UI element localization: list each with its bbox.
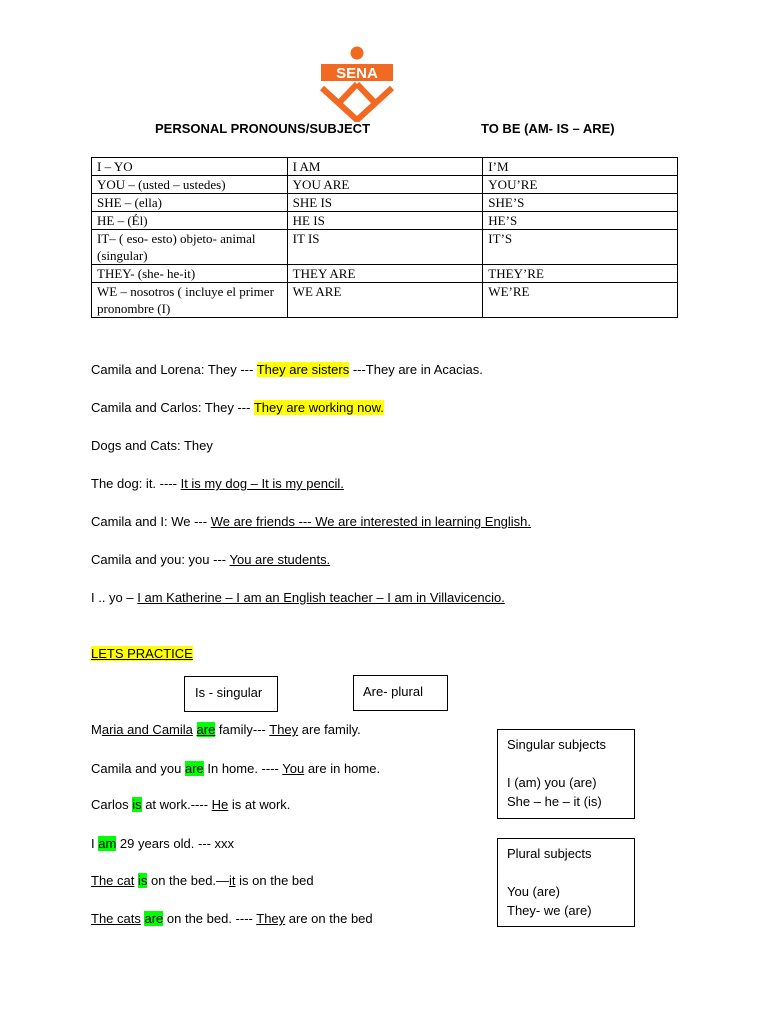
practice-sentence bbox=[91, 761, 380, 777]
highlighted-sentence: They are working now. bbox=[253, 400, 384, 415]
verb-highlight: are bbox=[184, 761, 204, 776]
table-cell: WE ARE bbox=[287, 283, 483, 318]
example-tail: ---They are in Acacias. bbox=[349, 362, 483, 377]
plural-box-line: They- we (are) bbox=[507, 903, 592, 918]
plural-box-line: You (are) bbox=[507, 884, 560, 899]
example-line bbox=[91, 590, 505, 606]
singular-subjects-box bbox=[497, 729, 635, 819]
table-cell: YOU – (usted – ustedes) bbox=[92, 176, 288, 194]
sentence-part: are in home. bbox=[304, 761, 381, 776]
sentence-subject: The cat bbox=[91, 873, 135, 888]
example-line bbox=[91, 400, 384, 416]
example-subject: Camila and Lorena: They --- bbox=[91, 362, 257, 377]
table-row bbox=[92, 283, 678, 318]
sentence-subject: aria and Camila bbox=[101, 722, 193, 737]
example-line bbox=[91, 476, 344, 492]
table-row bbox=[92, 158, 678, 176]
pronoun-answer: He bbox=[211, 797, 229, 812]
sentence-part: I bbox=[91, 836, 99, 851]
table-cell: I – YO bbox=[92, 158, 288, 176]
practice-title-line bbox=[91, 646, 193, 662]
box-singular-label: Is - singular bbox=[195, 685, 263, 700]
table-cell: WE’RE bbox=[483, 283, 678, 318]
logo-text: SENA bbox=[336, 65, 378, 82]
plural-subjects-box bbox=[497, 838, 635, 927]
example-subject: I .. yo – bbox=[91, 590, 138, 605]
verb-highlight: am bbox=[98, 836, 117, 851]
table-cell: HE IS bbox=[287, 212, 483, 230]
table-cell: YOU ARE bbox=[287, 176, 483, 194]
practice-sentence bbox=[91, 836, 234, 852]
table-cell: IT’S bbox=[483, 230, 678, 265]
table-cell: THEY ARE bbox=[287, 265, 483, 283]
table-cell: WE – nosotros ( incluye el primer pronombre (I) bbox=[92, 283, 288, 318]
verb-highlight: are bbox=[144, 911, 164, 926]
practice-sentence bbox=[91, 911, 373, 927]
underlined-sentence: It is my dog – It is my pencil. bbox=[180, 476, 344, 491]
table-cell: I AM bbox=[287, 158, 483, 176]
sena-logo bbox=[318, 44, 396, 122]
sentence-part: family--- bbox=[215, 722, 270, 737]
box-singular bbox=[184, 676, 278, 712]
sentence-part: at work.---- bbox=[141, 797, 212, 812]
table-cell: I’M bbox=[483, 158, 678, 176]
pronoun-answer: You bbox=[282, 761, 305, 776]
pronoun-table bbox=[91, 157, 678, 318]
box-plural-label: Are- plural bbox=[363, 684, 423, 699]
practice-sentence bbox=[91, 797, 290, 813]
sentence-part: on the bed.— bbox=[147, 873, 230, 888]
table-cell: IT– ( eso- esto) objeto- animal (singular) bbox=[92, 230, 288, 265]
example-subject: Camila and you: you --- bbox=[91, 552, 230, 567]
singular-box-title: Singular subjects bbox=[507, 737, 606, 752]
verb-highlight: are bbox=[196, 722, 216, 737]
pronoun-answer: They bbox=[269, 722, 299, 737]
example-subject: The dog: it. ---- bbox=[91, 476, 181, 491]
table-cell: THEY’RE bbox=[483, 265, 678, 283]
table-row bbox=[92, 230, 678, 265]
verb-highlight: is bbox=[137, 873, 148, 888]
table-cell: THEY- (she- he-it) bbox=[92, 265, 288, 283]
box-plural bbox=[353, 675, 448, 711]
example-line bbox=[91, 438, 213, 454]
example-line bbox=[91, 362, 483, 378]
sena-logo-graphic bbox=[318, 44, 396, 122]
table-row bbox=[92, 212, 678, 230]
practice-sentence bbox=[91, 722, 361, 738]
table-cell: SHE’S bbox=[483, 194, 678, 212]
table-cell: YOU’RE bbox=[483, 176, 678, 194]
sentence-part: Carlos bbox=[91, 797, 133, 812]
table-cell: SHE – (ella) bbox=[92, 194, 288, 212]
sentence-part: on the bed. ---- bbox=[163, 911, 257, 926]
example-subject: Dogs and Cats: They bbox=[91, 438, 213, 453]
table-row bbox=[92, 194, 678, 212]
practice-sentence bbox=[91, 873, 314, 889]
highlighted-sentence: They are sisters bbox=[256, 362, 350, 377]
sentence-part: In home. ---- bbox=[203, 761, 283, 776]
sentence-part: Camila and you bbox=[91, 761, 185, 776]
underlined-sentence: You are students. bbox=[229, 552, 331, 567]
verb-highlight: is bbox=[132, 797, 142, 812]
pronoun-answer: They bbox=[256, 911, 286, 926]
singular-box-line: She – he – it (is) bbox=[507, 794, 602, 809]
underlined-sentence: I am Katherine – I am an English teacher – I am in Villavicencio. bbox=[137, 590, 505, 605]
plural-box-title: Plural subjects bbox=[507, 846, 592, 861]
table-row bbox=[92, 176, 678, 194]
sentence-part: are family. bbox=[298, 722, 361, 737]
table-cell: SHE IS bbox=[287, 194, 483, 212]
table-cell: HE – (Él) bbox=[92, 212, 288, 230]
sentence-part bbox=[193, 722, 197, 737]
header-left: PERSONAL PRONOUNS/SUBJECT bbox=[155, 121, 371, 136]
singular-box-line: I (am) you (are) bbox=[507, 775, 597, 790]
table-cell: IT IS bbox=[287, 230, 483, 265]
table-cell: HE’S bbox=[483, 212, 678, 230]
example-subject: Camila and I: We --- bbox=[91, 514, 211, 529]
sentence-part: are on the bed bbox=[285, 911, 373, 926]
sentence-subject: The cats bbox=[91, 911, 141, 926]
practice-title: LETS PRACTICE bbox=[91, 646, 193, 661]
pronoun-answer: it bbox=[229, 873, 236, 888]
example-line bbox=[91, 552, 330, 568]
sentence-part: M bbox=[91, 722, 102, 737]
header-right: TO BE (AM- IS – ARE) bbox=[481, 121, 615, 136]
example-line bbox=[91, 514, 531, 530]
sentence-part: 29 years old. --- xxx bbox=[116, 836, 235, 851]
underlined-sentence: We are friends --- We are interested in learning English. bbox=[210, 514, 532, 529]
table-row bbox=[92, 265, 678, 283]
sentence-part: is at work. bbox=[228, 797, 291, 812]
example-subject: Camila and Carlos: They --- bbox=[91, 400, 254, 415]
sentence-part: is on the bed bbox=[235, 873, 314, 888]
